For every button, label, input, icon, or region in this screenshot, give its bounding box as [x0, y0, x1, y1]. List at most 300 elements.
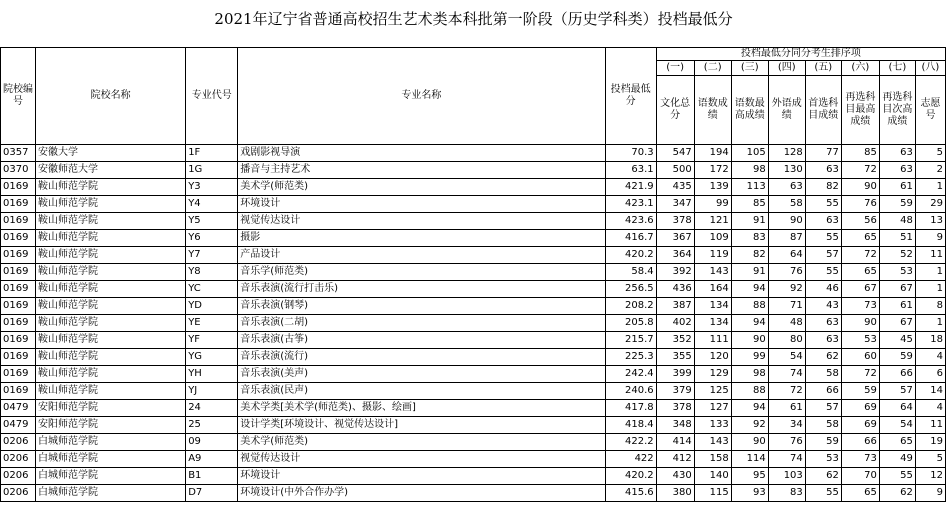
table-cell: 57 [805, 247, 841, 264]
table-cell: 61 [879, 298, 915, 315]
header-order-5: (五) [805, 61, 841, 76]
table-cell: 46 [805, 281, 841, 298]
table-cell: 51 [879, 230, 915, 247]
table-cell: 65 [841, 230, 879, 247]
table-cell: 63 [879, 162, 915, 179]
table-cell: 53 [879, 264, 915, 281]
table-cell: 72 [768, 383, 805, 400]
header-sub-1: 文化总分 [656, 76, 694, 145]
table-cell: 94 [731, 281, 768, 298]
table-cell: YG [186, 349, 238, 366]
table-cell: 25 [186, 417, 238, 434]
table-cell: 1 [915, 281, 945, 298]
table-cell: 130 [768, 162, 805, 179]
table-cell: 63 [805, 332, 841, 349]
table-cell: 55 [805, 196, 841, 213]
header-min-score: 投档最低分 [605, 48, 656, 145]
table-cell: 63 [805, 213, 841, 230]
table-cell: 143 [694, 264, 731, 281]
table-cell: 85 [841, 145, 879, 162]
table-cell: 67 [841, 281, 879, 298]
table-cell: 9 [915, 230, 945, 247]
table-row [1, 332, 946, 349]
table-cell: 61 [768, 400, 805, 417]
table-cell: 鞍山师范学院 [36, 196, 186, 213]
table-cell: 鞍山师范学院 [36, 366, 186, 383]
header-school-name: 院校名称 [36, 48, 186, 145]
table-cell: 54 [768, 349, 805, 366]
table-cell: 66 [879, 366, 915, 383]
table-cell: 73 [841, 451, 879, 468]
table-cell: 48 [879, 213, 915, 230]
table-cell: 92 [731, 417, 768, 434]
table-cell: 1 [915, 315, 945, 332]
table-row [1, 366, 946, 383]
table-cell: 143 [694, 434, 731, 451]
table-cell: 88 [731, 383, 768, 400]
table-cell: 242.4 [605, 366, 656, 383]
table-cell: 13 [915, 213, 945, 230]
table-cell: 49 [879, 451, 915, 468]
table-cell: 56 [841, 213, 879, 230]
table-cell: 430 [656, 468, 694, 485]
table-cell: 378 [656, 213, 694, 230]
table-cell: 62 [805, 468, 841, 485]
table-cell: 94 [731, 315, 768, 332]
table-cell: 0169 [1, 281, 36, 298]
table-cell: 416.7 [605, 230, 656, 247]
table-cell: 58 [768, 196, 805, 213]
table-cell: 85 [731, 196, 768, 213]
table-cell: 设计学类[环境设计、视觉传达设计] [238, 417, 605, 434]
table-cell: 352 [656, 332, 694, 349]
header-order-2: (二) [694, 61, 731, 76]
table-cell: YF [186, 332, 238, 349]
table-cell: 环境设计 [238, 196, 605, 213]
table-cell: 24 [186, 400, 238, 417]
table-cell: 128 [768, 145, 805, 162]
table-cell: 鞍山师范学院 [36, 230, 186, 247]
table-row [1, 315, 946, 332]
header-sub-8: 志愿号 [915, 76, 945, 145]
table-cell: 57 [805, 400, 841, 417]
table-cell: 0357 [1, 145, 36, 162]
table-cell: 355 [656, 349, 694, 366]
table-cell: 70 [841, 468, 879, 485]
table-cell: 95 [731, 468, 768, 485]
table-cell: Y8 [186, 264, 238, 281]
table-cell: 65 [841, 485, 879, 502]
table-cell: 94 [731, 400, 768, 417]
table-cell: 0479 [1, 417, 36, 434]
header-order-7: (七) [879, 61, 915, 76]
table-cell: 399 [656, 366, 694, 383]
table-cell: 0169 [1, 179, 36, 196]
table-cell: 0169 [1, 298, 36, 315]
table-cell: 1 [915, 264, 945, 281]
table-cell: 90 [731, 434, 768, 451]
table-cell: 90 [731, 332, 768, 349]
table-row [1, 264, 946, 281]
table-cell: 67 [879, 281, 915, 298]
table-cell: 4 [915, 349, 945, 366]
table-cell: 57 [879, 383, 915, 400]
table-cell: 戏剧影视导演 [238, 145, 605, 162]
table-cell: 鞍山师范学院 [36, 281, 186, 298]
table-cell: 402 [656, 315, 694, 332]
table-cell: 09 [186, 434, 238, 451]
table-cell: 11 [915, 247, 945, 264]
table-cell: 58.4 [605, 264, 656, 281]
header-school-code: 院校编号 [1, 48, 36, 145]
table-cell: 127 [694, 400, 731, 417]
table-cell: 72 [841, 247, 879, 264]
table-cell: 0169 [1, 213, 36, 230]
table-cell: 18 [915, 332, 945, 349]
table-cell: 0169 [1, 332, 36, 349]
table-cell: 59 [841, 383, 879, 400]
table-row [1, 468, 946, 485]
table-cell: 音乐表演(民声) [238, 383, 605, 400]
table-cell: 12 [915, 468, 945, 485]
table-cell: 172 [694, 162, 731, 179]
table-cell: 90 [841, 315, 879, 332]
table-cell: 安阳师范学院 [36, 417, 186, 434]
table-cell: 422 [605, 451, 656, 468]
table-cell: 鞍山师范学院 [36, 349, 186, 366]
header-order-8: (八) [915, 61, 945, 76]
table-cell: 76 [768, 434, 805, 451]
table-row [1, 196, 946, 213]
table-cell: 4 [915, 400, 945, 417]
table-cell: 423.6 [605, 213, 656, 230]
table-cell: 鞍山师范学院 [36, 264, 186, 281]
header-sub-2: 语数成绩 [694, 76, 731, 145]
table-cell: 0169 [1, 264, 36, 281]
table-cell: 鞍山师范学院 [36, 383, 186, 400]
score-table [0, 47, 946, 502]
table-row [1, 145, 946, 162]
table-cell: 14 [915, 383, 945, 400]
table-cell: 119 [694, 247, 731, 264]
table-row [1, 485, 946, 502]
table-cell: 59 [805, 434, 841, 451]
table-cell: 19 [915, 434, 945, 451]
table-cell: 256.5 [605, 281, 656, 298]
header-sub-7: 再选科目次高成绩 [879, 76, 915, 145]
table-cell: 52 [879, 247, 915, 264]
table-row [1, 247, 946, 264]
table-cell: 48 [768, 315, 805, 332]
table-cell: 423.1 [605, 196, 656, 213]
table-cell: 380 [656, 485, 694, 502]
table-row [1, 400, 946, 417]
table-cell: 58 [805, 366, 841, 383]
table-cell: 6 [915, 366, 945, 383]
table-cell: Y4 [186, 196, 238, 213]
table-cell: 65 [879, 434, 915, 451]
table-cell: 70.3 [605, 145, 656, 162]
table-cell: 63 [805, 162, 841, 179]
table-cell: 1 [915, 179, 945, 196]
table-cell: 0206 [1, 451, 36, 468]
table-cell: B1 [186, 468, 238, 485]
table-cell: Y3 [186, 179, 238, 196]
table-cell: 414 [656, 434, 694, 451]
table-cell: 121 [694, 213, 731, 230]
table-cell: 摄影 [238, 230, 605, 247]
table-cell: 0169 [1, 349, 36, 366]
table-cell: 1F [186, 145, 238, 162]
table-cell: 82 [805, 179, 841, 196]
table-cell: 91 [731, 213, 768, 230]
table-cell: 82 [731, 247, 768, 264]
table-cell: 66 [805, 383, 841, 400]
table-cell: 视觉传达设计 [238, 451, 605, 468]
table-cell: 62 [879, 485, 915, 502]
header-order-3: (三) [731, 61, 768, 76]
table-cell: 90 [768, 213, 805, 230]
table-cell: 63 [879, 145, 915, 162]
table-cell: 87 [768, 230, 805, 247]
table-cell: 125 [694, 383, 731, 400]
header-major-name: 专业名称 [238, 48, 605, 145]
table-cell: 环境设计 [238, 468, 605, 485]
table-cell: 139 [694, 179, 731, 196]
table-cell: 音乐表演(美声) [238, 366, 605, 383]
table-cell: YD [186, 298, 238, 315]
table-cell: 55 [805, 230, 841, 247]
table-cell: 113 [731, 179, 768, 196]
table-row [1, 162, 946, 179]
table-cell: 55 [805, 485, 841, 502]
table-cell: 99 [731, 349, 768, 366]
table-cell: 392 [656, 264, 694, 281]
table-cell: 产品设计 [238, 247, 605, 264]
table-cell: 367 [656, 230, 694, 247]
header-ranking-group: 投档最低分同分考生排序项 [656, 48, 945, 61]
table-cell: 0169 [1, 230, 36, 247]
table-cell: 白城师范学院 [36, 468, 186, 485]
table-cell: 白城师范学院 [36, 434, 186, 451]
table-cell: 鞍山师范学院 [36, 213, 186, 230]
table-cell: 54 [879, 417, 915, 434]
table-cell: 67 [879, 315, 915, 332]
table-cell: YE [186, 315, 238, 332]
table-cell: 418.4 [605, 417, 656, 434]
table-cell: 129 [694, 366, 731, 383]
table-cell: 436 [656, 281, 694, 298]
table-cell: 59 [879, 349, 915, 366]
table-cell: 205.8 [605, 315, 656, 332]
table-row [1, 281, 946, 298]
table-cell: 412 [656, 451, 694, 468]
table-cell: 鞍山师范学院 [36, 247, 186, 264]
table-cell: Y5 [186, 213, 238, 230]
table-cell: 164 [694, 281, 731, 298]
table-cell: 73 [841, 298, 879, 315]
table-cell: 120 [694, 349, 731, 366]
table-cell: 378 [656, 400, 694, 417]
table-cell: 53 [805, 451, 841, 468]
table-cell: 0479 [1, 400, 36, 417]
table-row [1, 230, 946, 247]
table-cell: 5 [915, 145, 945, 162]
header-order-6: (六) [841, 61, 879, 76]
table-cell: 29 [915, 196, 945, 213]
table-cell: 158 [694, 451, 731, 468]
table-row [1, 383, 946, 400]
table-cell: 80 [768, 332, 805, 349]
table-cell: YH [186, 366, 238, 383]
table-cell: 88 [731, 298, 768, 315]
table-cell: 422.2 [605, 434, 656, 451]
table-cell: 鞍山师范学院 [36, 298, 186, 315]
table-cell: 69 [841, 417, 879, 434]
table-cell: 鞍山师范学院 [36, 332, 186, 349]
table-cell: 105 [731, 145, 768, 162]
table-cell: 547 [656, 145, 694, 162]
table-cell: D7 [186, 485, 238, 502]
table-cell: 美术学(师范类) [238, 434, 605, 451]
table-cell: 93 [731, 485, 768, 502]
header-order-1: (一) [656, 61, 694, 76]
table-cell: 65 [841, 264, 879, 281]
table-row [1, 451, 946, 468]
table-cell: 92 [768, 281, 805, 298]
table-cell: 0169 [1, 366, 36, 383]
table-cell: 134 [694, 315, 731, 332]
header-order-4: (四) [768, 61, 805, 76]
table-cell: 1G [186, 162, 238, 179]
table-cell: 74 [768, 451, 805, 468]
table-row [1, 434, 946, 451]
table-cell: 140 [694, 468, 731, 485]
table-cell: 8 [915, 298, 945, 315]
table-cell: 72 [841, 366, 879, 383]
table-cell: 76 [841, 196, 879, 213]
table-cell: 417.8 [605, 400, 656, 417]
table-cell: 播音与主持艺术 [238, 162, 605, 179]
table-cell: 0169 [1, 383, 36, 400]
table-cell: 0169 [1, 315, 36, 332]
header-sub-5: 首选科目成绩 [805, 76, 841, 145]
table-row [1, 349, 946, 366]
table-cell: 114 [731, 451, 768, 468]
table-cell: 115 [694, 485, 731, 502]
table-cell: 59 [879, 196, 915, 213]
table-cell: 109 [694, 230, 731, 247]
table-cell: 421.9 [605, 179, 656, 196]
table-cell: 0206 [1, 468, 36, 485]
table-cell: 69 [841, 400, 879, 417]
table-cell: 83 [768, 485, 805, 502]
table-cell: 0370 [1, 162, 36, 179]
header-sub-4: 外语成绩 [768, 76, 805, 145]
table-cell: 安徽师范大学 [36, 162, 186, 179]
table-cell: 64 [768, 247, 805, 264]
table-cell: 72 [841, 162, 879, 179]
table-cell: 53 [841, 332, 879, 349]
table-cell: 66 [841, 434, 879, 451]
table-cell: 63 [768, 179, 805, 196]
table-cell: 音乐表演(流行) [238, 349, 605, 366]
table-cell: 90 [841, 179, 879, 196]
table-cell: 55 [879, 468, 915, 485]
table-cell: 103 [768, 468, 805, 485]
table-cell: 225.3 [605, 349, 656, 366]
table-cell: 61 [879, 179, 915, 196]
table-cell: 60 [841, 349, 879, 366]
table-cell: 鞍山师范学院 [36, 179, 186, 196]
table-cell: 5 [915, 451, 945, 468]
table-cell: 348 [656, 417, 694, 434]
table-cell: 9 [915, 485, 945, 502]
table-cell: Y7 [186, 247, 238, 264]
table-cell: 215.7 [605, 332, 656, 349]
table-cell: 71 [768, 298, 805, 315]
table-cell: 415.6 [605, 485, 656, 502]
table-cell: 45 [879, 332, 915, 349]
table-cell: 91 [731, 264, 768, 281]
table-cell: 安徽大学 [36, 145, 186, 162]
table-cell: 34 [768, 417, 805, 434]
table-cell: 美术学类[美术学(师范类)、摄影、绘画] [238, 400, 605, 417]
header-sub-6: 再选科目最高成绩 [841, 76, 879, 145]
table-cell: 音乐学(师范类) [238, 264, 605, 281]
table-cell: YC [186, 281, 238, 298]
table-cell: 鞍山师范学院 [36, 315, 186, 332]
table-cell: 420.2 [605, 247, 656, 264]
table-cell: 76 [768, 264, 805, 281]
table-cell: 0169 [1, 247, 36, 264]
table-cell: 11 [915, 417, 945, 434]
table-cell: 63 [805, 315, 841, 332]
table-cell: 98 [731, 162, 768, 179]
table-row [1, 298, 946, 315]
table-cell: 208.2 [605, 298, 656, 315]
table-cell: 0169 [1, 196, 36, 213]
table-cell: 55 [805, 264, 841, 281]
table-row [1, 417, 946, 434]
table-cell: 美术学(师范类) [238, 179, 605, 196]
table-cell: 音乐表演(钢琴) [238, 298, 605, 315]
table-cell: 43 [805, 298, 841, 315]
table-cell: 64 [879, 400, 915, 417]
table-cell: Y6 [186, 230, 238, 247]
table-cell: 音乐表演(二胡) [238, 315, 605, 332]
table-cell: 435 [656, 179, 694, 196]
table-cell: 240.6 [605, 383, 656, 400]
table-cell: 环境设计(中外合作办学) [238, 485, 605, 502]
table-cell: 2 [915, 162, 945, 179]
header-sub-3: 语数最高成绩 [731, 76, 768, 145]
table-cell: 0206 [1, 434, 36, 451]
table-cell: 58 [805, 417, 841, 434]
table-cell: 500 [656, 162, 694, 179]
table-cell: 视觉传达设计 [238, 213, 605, 230]
table-cell: 134 [694, 298, 731, 315]
table-cell: 74 [768, 366, 805, 383]
table-cell: 420.2 [605, 468, 656, 485]
table-cell: 安阳师范学院 [36, 400, 186, 417]
table-cell: 83 [731, 230, 768, 247]
table-cell: 347 [656, 196, 694, 213]
table-cell: 379 [656, 383, 694, 400]
table-cell: 77 [805, 145, 841, 162]
table-row [1, 179, 946, 196]
page-title: 2021年辽宁省普通高校招生艺术类本科批第一阶段（历史学科类）投档最低分 [214, 10, 733, 28]
